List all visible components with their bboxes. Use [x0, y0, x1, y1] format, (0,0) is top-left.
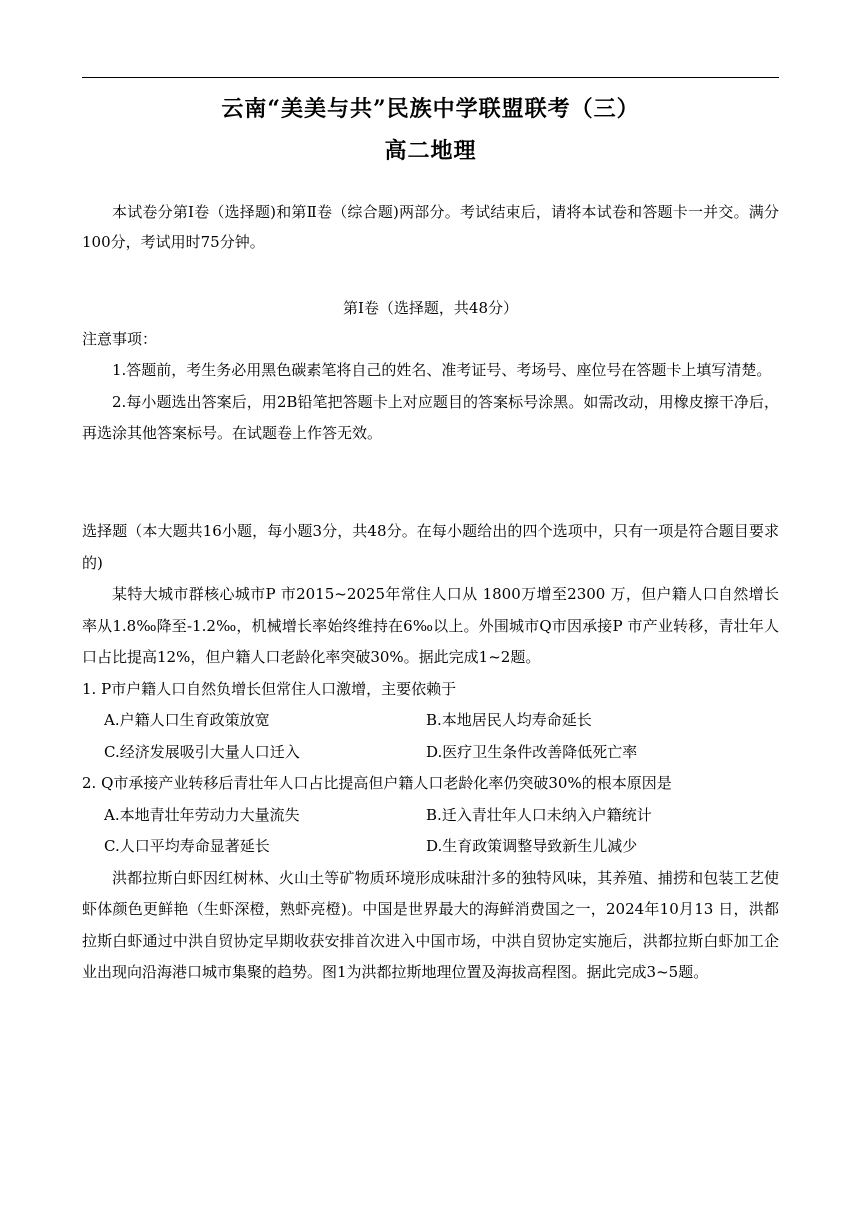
option-1c: C.经济发展吸引大量人口迁入 — [104, 742, 300, 761]
notes-label: 注意事项： — [82, 330, 158, 348]
option-1a: A.户籍人口生育政策放宽 — [104, 711, 270, 729]
exam-title: 云南“美美与共”民族中学联盟联考（三） — [221, 96, 640, 122]
option-2b: B.迁入青壮年人口未纳入户籍统计 — [426, 805, 652, 824]
option-2c: C.人口平均寿命显著延长 — [104, 837, 270, 855]
header-rule — [82, 77, 779, 78]
question-content — [82, 579, 779, 989]
question-2-options-row-2 — [82, 831, 779, 863]
note-item: 1.答题前，考生务必用黑色碳素笔将自己的姓名、准考证号、考场号、座位号在答题卡上填写清楚。 — [112, 361, 772, 379]
question-2-stem: 2. Q市承接产业转移后青壮年人口占比提高但户籍人口老龄化率仍突破30%的根本原因是 — [82, 774, 672, 792]
exam-subject: 高二地理 — [384, 138, 477, 164]
intro-paragraph: 本试卷分第Ⅰ卷（选择题)和第Ⅱ卷（综合题)两部分。考试结束后，请将本试卷和答题卡一并交。满分100分，考试用时75分钟。 — [82, 203, 779, 251]
option-2d: D.生育政策调整导致新生儿减少 — [426, 837, 638, 855]
choice-heading: 选择题（本大题共16小题，每小题3分，共48分。在每小题给出的四个选项中，只有一项是符合题目要求的) — [82, 522, 779, 572]
section-heading: 第Ⅰ卷（选择题，共48分） — [342, 299, 518, 317]
notes-list — [82, 355, 779, 450]
option-2a: A.本地青壮年劳动力大量流失 — [104, 805, 300, 824]
option-1b: B.本地居民人均寿命延长 — [426, 711, 592, 729]
question-1-options-row-1 — [82, 705, 779, 737]
passage-1: 某特大城市群核心城市P 市2015~2025年常住人口从 1800万增至2300 万，但户籍人口自然增长率从1.8‰降至-1.2‰，机械增长率始终维持在6‰以上。外围城市Q市因承接P 市产业转移，青壮年人口占比提高12%，但户籍人口老龄化率突破30%。据此完成1~2题。 — [82, 585, 779, 666]
question-1-options-row-2 — [82, 737, 779, 769]
passage-2: 洪都拉斯白虾因红树林、火山土等矿物质环境形成味甜汁多的独特风味，其养殖、捕捞和包装工艺使虾体颜色更鲜艳（生虾深橙，熟虾亮橙)。中国是世界最大的海鲜消费国之一，2024年10月13 日，洪都拉斯白虾通过中洪自贸协定早期收获安排首次进入中国市场，中洪自贸协定实施后，洪都拉斯白虾加工企业出现向沿海港口城市集聚的趋势。图1为洪都拉斯地理位置及海拔高程图。据此完成3~5题。 — [82, 868, 779, 981]
question-1-stem: 1. P市户籍人口自然负增长但常住人口激增，主要依赖于 — [82, 679, 457, 698]
option-1d: D.医疗卫生条件改善降低死亡率 — [426, 742, 638, 761]
question-2-options-row-1 — [82, 800, 779, 832]
note-item: 2.每小题选出答案后，用2B铅笔把答题卡上对应题目的答案标号涂黑。如需改动，用橡皮擦干净后，再选涂其他答案标号。在试题卷上作答无效。 — [82, 392, 779, 442]
